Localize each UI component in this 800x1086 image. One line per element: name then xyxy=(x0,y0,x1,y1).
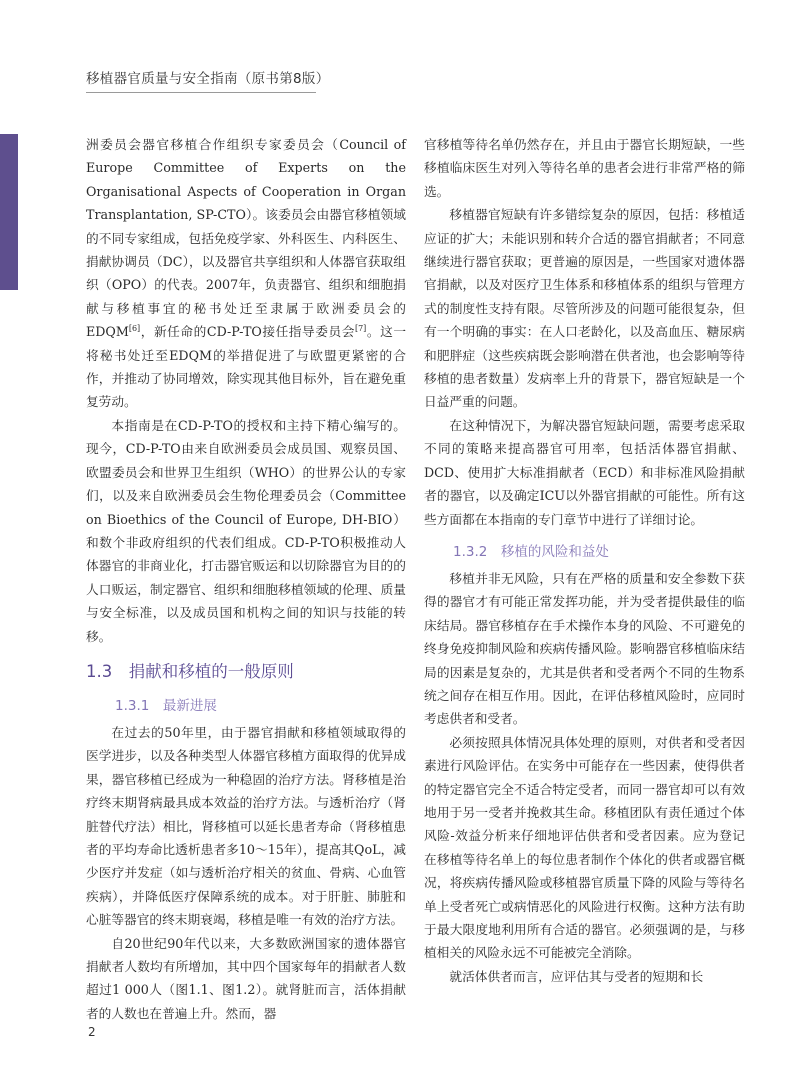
subsection-heading: 1.3.2 移植的风险和益处 xyxy=(453,543,609,560)
reference-6: [6] xyxy=(128,324,141,334)
header-divider xyxy=(86,92,316,93)
running-header: 移植器官质量与安全指南（原书第8版） xyxy=(86,71,330,87)
paragraph: 就活体供者而言，应评估其与受者的短期和长 xyxy=(449,968,704,984)
subsection-heading: 1.3.1 最新进展 xyxy=(115,697,217,714)
paragraph: 自20世纪90年代以来，大多数欧洲国家的遗体器官捐献者人数均有所增加，其中四个国家每年的捐献者人数超过1 000人（图1.1、图1.2）。就肾脏而言，活体捐献者的人数也在普遍上升。然而，器 xyxy=(86,935,406,1021)
paragraph: 在这种情况下，为解决器官短缺问题，需要考虑采取不同的策略来提高器官可用率，包括活体器官捐献、DCD、使用扩大标准捐献者（ECD）和非标准风险捐献者的器官，以及确定ICU以外器官捐献的可能性。所有这些方面都在本指南的专门章节中进行了详细讨论。 xyxy=(424,417,745,527)
text-span: 洲委员会器官移植合作组织专家委员会（Council of Europe Committee of Experts on the Organisational Aspects of Cooperation in Organ Transplantation, SP-CTO）。该委员会由器官移植领域的不同专家组成，包括免疫学家、外科医生、内科医生、捐献协调员（DC），以及器官共享组织和人体器官获取组织（OPO）的代表。2007年，负责器官、组织和细胞捐献与移植事宜的秘书处迁至隶属于欧洲委员会的EDQM xyxy=(86,137,406,340)
paragraph: 在过去的50年里，由于器官捐献和移植领域取得的医学进步，以及各种类型人体器官移植方面取得的优异成果，器官移植已经成为一种稳固的治疗方法。肾移植是治疗终末期肾病最具成本效益的治疗方法。与透析治疗（肾脏替代疗法）相比，肾移植可以延长患者寿命（肾移植患者的平均寿命比透析患者多10～15年），提高其QoL，减少医疗并发症（如与透析治疗相关的贫血、骨病、心血管疾病），并降低医疗保障系统的成本。对于肝脏、肺脏和心脏等器官的终末期衰竭，移植是唯一有效的治疗方法。 xyxy=(86,724,406,928)
right-column xyxy=(424,133,745,988)
paragraph: 必须按照具体情况具体处理的原则，对供者和受者因素进行风险评估。在实务中可能存在一些因素，使得供者的特定器官完全不适合特定受者，而同一器官却可以有效地用于另一受者并挽救其生命。移植团队有责任通过个体风险-效益分析来仔细地评估供者和受者因素。应为登记在移植等待名单上的每位患者制作个体化的供者或器官概况，将疾病传播风险或移植器官质量下降的风险与等待名单上受者死亡或病情恶化的风险进行权衡。这种方法有助于最大限度地利用所有合适的器官。必须强调的是，与移植相关的风险永远不可能被完全消除。 xyxy=(424,734,745,961)
paragraph: 移植器官短缺有许多错综复杂的原因，包括：移植适应证的扩大；未能识别和转介合适的器官捐献者；不同意继续进行器官获取；更普遍的原因是，一些国家对遗体器官捐献，以及对医疗卫生体系和移植体系的组织与管理方式的制度性支持有限。尽管所涉及的问题可能很复杂，但有一个明确的事实：在人口老龄化，以及高血压、糖尿病和肥胖症（这些疾病既会影响潜在供者池，也会影响等待移植的患者数量）发病率上升的背景下，器官短缺是一个日益严重的问题。 xyxy=(424,207,745,410)
paragraph: 移植并非无风险，只有在严格的质量和安全参数下获得的器官才有可能正常发挥功能，并为受者提供最佳的临床结局。器官移植存在手术操作本身的风险、不可避免的终身免疫抑制风险和疾病传播风险。影响器官移植临床结局的因素是复杂的，尤其是供者和受者两个不同的生物系统之间存在相互作用。因此，在评估移植风险时，应同时考虑供者和受者。 xyxy=(424,570,745,727)
page-number: 2 xyxy=(88,1025,96,1039)
paragraph: 官移植等待名单仍然存在，并且由于器官长期短缺，一些移植临床医生对列入等待名单的患者会进行非常严格的筛选。 xyxy=(424,137,745,199)
left-column xyxy=(86,133,406,1025)
paragraph: 本指南是在CD-P-TO的授权和主持下精心编写的。现今，CD-P-TO由来自欧洲委员会成员国、观察员国、欧盟委员会和世界卫生组织（WHO）的世界公认的专家们，以及来自欧洲委员会生物伦理委员会（Committee on Bioethics of the Council of Europe, DH-BIO）和数个非政府组织的代表们组成。CD-P-TO积极推动人体器官的非商业化，打击器官贩运和以切除器官为目的的人口贩运，制定器官、组织和细胞移植领域的伦理、质量与安全标准，以及成员国和机构之间的知识与技能的转移。 xyxy=(86,417,406,644)
reference-7: [7] xyxy=(354,324,367,334)
paragraph xyxy=(86,133,406,414)
chapter-side-tab xyxy=(0,134,18,290)
text-span: 。这一将秘书处迁至EDQM的举措促进了与欧盟更紧密的合作，并推动了协同增效，除实现其他目标外，旨在避免重复劳动。 xyxy=(86,324,407,410)
text-span: ，新任命的CD-P-TO接任指导委员会 xyxy=(140,324,355,340)
section-heading: 1.3 捐献和移植的一般原则 xyxy=(86,661,294,681)
